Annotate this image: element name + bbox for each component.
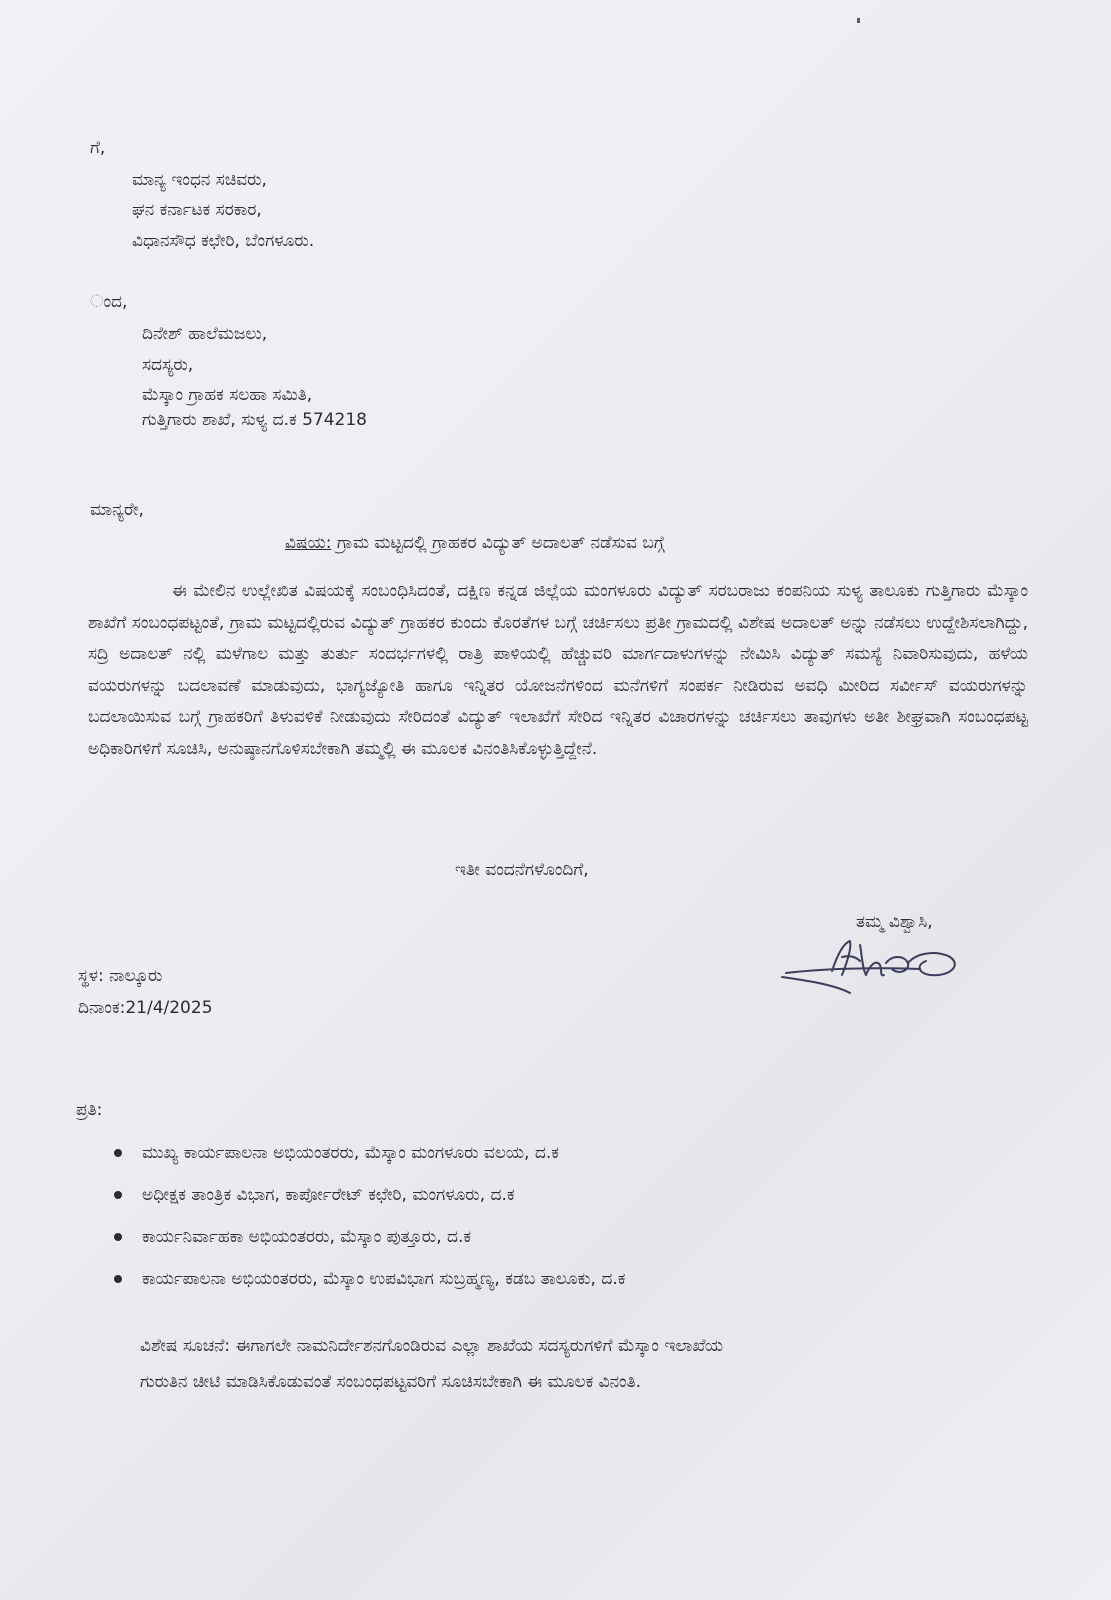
special-note-line: ವಿಶೇಷ ಸೂಚನೆ: ಈಗಾಗಲೇ ನಾಮನಿರ್ದೇಶನಗೊಂಡಿರುವ ಎಲ್ಲಾ ಶಾಖೆಯ ಸದಸ್ಯರುಗಳಿಗೆ ಮೆಸ್ಕಾಂ ಇಲಾಖೆಯ: [140, 1336, 724, 1356]
yours-faithfully: ತಮ್ಮ ವಿಶ್ವಾಸಿ,: [856, 912, 933, 932]
subject-label: ವಿಷಯ:: [285, 533, 332, 553]
list-item: [108, 1258, 625, 1300]
body-paragraph: ಈ ಮೇಲಿನ ಉಲ್ಲೇಖಿತ ವಿಷಯಕ್ಕೆ ಸಂಬಂಧಿಸಿದಂತೆ, ದಕ್ಷಿಣ ಕನ್ನಡ ಜಿಲ್ಲೆಯ ಮಂಗಳೂರು ವಿದ್ಯುತ್ ಸರಬರಾಜು ಕಂಪನಿಯ ಸುಳ್ಯ ತಾಲೂಕು ಗುತ್ತಿಗಾರು ಮೆಸ್ಕಾಂ ಶಾಖೆಗೆ ಸಂಬಂಧಪಟ್ಟಂತೆ, ಗ್ರಾಮ ಮಟ್ಟದಲ್ಲಿರುವ ವಿದ್ಯುತ್ ಗ್ರಾಹಕರ ಕುಂದು ಕೊರತೆಗಳ ಬಗ್ಗೆ ಚರ್ಚಿಸಲು ಪ್ರತೀ ಗ್ರಾಮದಲ್ಲಿ ವಿಶೇಷ ಅದಾಲತ್ ಅನ್ನು ನಡೆಸಲು ಉದ್ದೇಶಿಸಲಾಗಿದ್ದು, ಸದ್ರಿ ಅದಾಲತ್ ನಲ್ಲಿ ಮಳೆಗಾಲ ಮತ್ತು ತುರ್ತು ಸಂದರ್ಭಗಳಲ್ಲಿ ರಾತ್ರಿ ಪಾಳಿಯಲ್ಲಿ ಹೆಚ್ಚುವರಿ ಮಾರ್ಗದಾಳುಗಳನ್ನು ನೇಮಿಸಿ ವಿದ್ಯುತ್ ಸಮಸ್ಯೆ ನಿವಾರಿಸುವುದು, ಹಳೆಯ ವಯರುಗಳನ್ನು ಬದಲಾವಣೆ ಮಾಡುವುದು, ಭಾಗ್ಯಜ್ಯೋತಿ ಹಾಗೂ ಇನ್ನಿತರ ಯೋಜನೆಗಳಿಂದ ಮನೆಗಳಿಗೆ ಸಂಪರ್ಕ ನೀಡಿರುವ ಅವಧಿ ಮೀರಿದ ಸರ್ವೀಸ್ ವಯರುಗಳನ್ನು ಬದಲಾಯಿಸುವ ಬಗ್ಗೆ ಗ್ರಾಹಕರಿಗೆ ತಿಳುವಳಿಕೆ ನೀಡುವುದು ಸೇರಿದಂತೆ ವಿದ್ಯುತ್ ಇಲಾಖೆಗೆ ಸೇರಿದ ಇನ್ನಿತರ ವಿಚಾರಗಳನ್ನು ಚರ್ಚಿಸಲು ತಾವುಗಳು ಅತೀ ಶೀಘ್ರವಾಗಿ ಸಂಬಂಧಪಟ್ಟ ಅಧಿಕಾರಿಗಳಿಗೆ ಸೂಚಿಸಿ, ಅನುಷ್ಠಾನಗೊಳಿಸಬೇಕಾಗಿ ತಮ್ಮಲ್ಲಿ ಈ ಮೂಲಕ ವಿನಂತಿಸಿಕೊಳ್ಳುತ್ತಿದ್ದೇನೆ.: [88, 581, 1028, 759]
list-item: [108, 1174, 625, 1216]
sender-line: ಗುತ್ತಿಗಾರು ಶಾಖೆ, ಸುಳ್ಯ ದ.ಕ 574218: [142, 410, 367, 430]
closing: ಇತೀ ವಂದನೆಗಳೊಂದಿಗೆ,: [455, 860, 589, 880]
copy-recipient: ಕಾರ್ಯನಿರ್ವಾಹಕಾ ಅಭಿಯಂತರರು, ಮೆಸ್ಕಾಂ ಪುತ್ತೂರು, ದ.ಕ: [142, 1227, 472, 1247]
subject-line: [285, 533, 665, 553]
special-note: [140, 1328, 1020, 1400]
place: ಸ್ಥಳ: ನಾಲ್ಕೂರು: [78, 966, 163, 986]
date: ದಿನಾಂಕ:21/4/2025: [78, 998, 213, 1018]
copy-recipient: ಮುಖ್ಯ ಕಾರ್ಯಪಾಲನಾ ಅಭಿಯಂತರರು, ಮೆಸ್ಕಾಂ ಮಂಗಳೂರು ವಲಯ, ದ.ಕ: [142, 1143, 559, 1163]
copy-recipient: ಅಧೀಕ್ಷಕ ತಾಂತ್ರಿಕ ವಿಭಾಗ, ಕಾರ್ಪೋರೇಟ್ ಕಛೇರಿ, ಮಂಗಳೂರು, ದ.ಕ: [142, 1185, 515, 1205]
list-item: [108, 1132, 625, 1174]
sender-line: ಸದಸ್ಯರು,: [142, 355, 194, 375]
sender-line: ಮೆಸ್ಕಾಂ ಗ್ರಾಹಕ ಸಲಹಾ ಸಮಿತಿ,: [142, 385, 313, 405]
recipient-line: ಘನ ಕರ್ನಾಟಕ ಸರಕಾರ,: [132, 200, 262, 220]
bullet-icon: [114, 1191, 122, 1199]
list-item: [108, 1216, 625, 1258]
signature-image: [780, 935, 990, 1005]
recipient-line: ಮಾನ್ಯ ಇಂಧನ ಸಚಿವರು,: [132, 170, 267, 190]
bullet-icon: [114, 1233, 122, 1241]
copy-to-list: [108, 1132, 625, 1300]
from-label: ಂದ,: [90, 292, 128, 312]
recipient-line: ವಿಧಾನಸೌಧ ಕಛೇರಿ, ಬೆಂಗಳೂರು.: [132, 231, 315, 251]
copy-recipient: ಕಾರ್ಯಪಾಲನಾ ಅಭಿಯಂತರರು, ಮೆಸ್ಕಾಂ ಉಪವಿಭಾಗ ಸುಬ್ರಹ್ಮಣ್ಯ, ಕಡಬ ತಾಲೂಕು, ದ.ಕ: [142, 1269, 626, 1289]
to-label: ಗೆ,: [90, 138, 106, 158]
subject-text: ಗ್ರಾಮ ಮಟ್ಟದಲ್ಲಿ ಗ್ರಾಹಕರ ವಿದ್ಯುತ್ ಅದಾಲತ್ ನಡೆಸುವ ಬಗ್ಗೆ: [331, 533, 665, 553]
special-note-line: ಗುರುತಿನ ಚೀಟಿ ಮಾಡಿಸಿಕೊಡುವಂತೆ ಸಂಬಂಧಪಟ್ಟವರಿಗೆ ಸೂಚಿಸಬೇಕಾಗಿ ಈ ಮೂಲಕ ವಿನಂತಿ.: [140, 1372, 641, 1392]
ink-mark: [857, 18, 860, 23]
bullet-icon: [114, 1275, 122, 1283]
copy-to-label: ಪ್ರತಿ:: [76, 1100, 103, 1120]
salutation: ಮಾನ್ಯರೇ,: [90, 500, 144, 520]
bullet-icon: [114, 1149, 122, 1157]
sender-line: ದಿನೇಶ್ ಹಾಲೆಮಜಲು,: [142, 324, 268, 344]
